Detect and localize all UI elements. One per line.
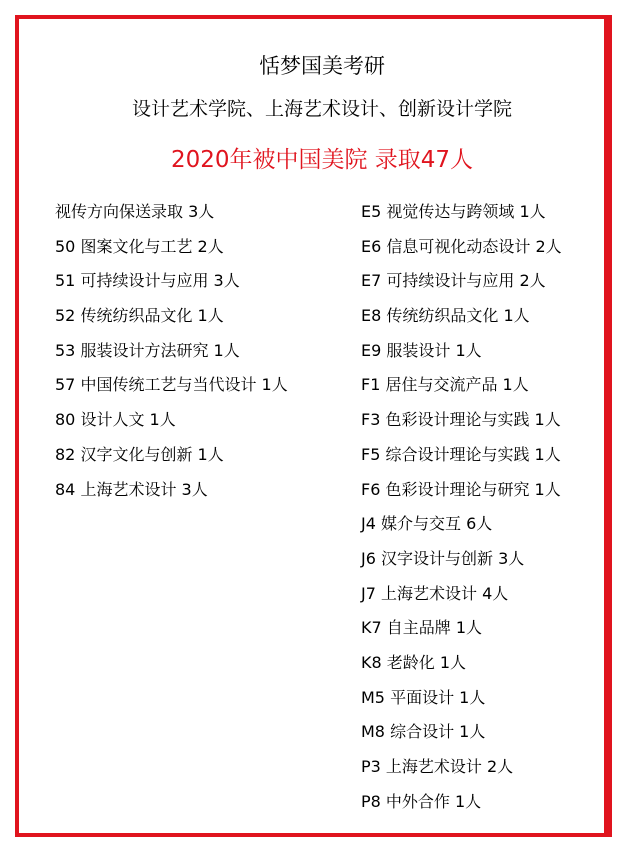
left-admission-list: [55, 197, 288, 509]
list-item: K8 老龄化 1人: [361, 652, 467, 672]
list-item: 53 服装设计方法研究 1人: [55, 340, 240, 360]
list-item: E5 视觉传达与跨领域 1人: [361, 202, 546, 221]
list-item: F6 色彩设计理论与研究 1人: [361, 479, 561, 499]
list-item: 50 图案文化与工艺 2人: [55, 236, 224, 256]
list-item: F5 综合设计理论与实践 1人: [361, 444, 561, 464]
list-item: 80 设计人文 1人: [55, 410, 176, 430]
list-item: M8 综合设计 1人: [361, 722, 486, 742]
list-item: M5 平面设计 1人: [361, 687, 486, 707]
list-item: E7 可持续设计与应用 2人: [361, 271, 546, 291]
page-title: 恬梦国美考研: [259, 54, 385, 78]
list-item: E8 传统纺织品文化 1人: [361, 306, 530, 326]
list-item: P3 上海艺术设计 2人: [361, 757, 514, 776]
list-item: F1 居住与交流产品 1人: [361, 375, 529, 395]
list-item: 57 中国传统工艺与当代设计 1人: [55, 375, 288, 395]
list-item: J7 上海艺术设计 4人: [361, 583, 509, 603]
list-item: J6 汉字设计与创新 3人: [361, 548, 525, 568]
list-item: 51 可持续设计与应用 3人: [55, 271, 240, 291]
right-admission-list: [361, 197, 562, 821]
list-item: P8 中外合作 1人: [361, 791, 482, 811]
list-item: 84 上海艺术设计 3人: [55, 479, 208, 499]
list-item: F3 色彩设计理论与实践 1人: [361, 410, 561, 430]
list-item: J4 媒介与交互 6人: [361, 514, 493, 534]
admission-headline: 2020年被中国美院 录取47人: [170, 147, 474, 173]
list-item: 视传方向保送录取 3人: [55, 202, 215, 221]
list-item: E6 信息可视化动态设计 2人: [361, 236, 562, 256]
list-item: E9 服装设计 1人: [361, 340, 482, 360]
list-item: 82 汉字文化与创新 1人: [55, 444, 224, 464]
page-subtitle: 设计艺术学院、上海艺术设计、创新设计学院: [131, 98, 512, 120]
list-item: K7 自主品牌 1人: [361, 618, 483, 638]
list-item: 52 传统纺织品文化 1人: [55, 306, 224, 326]
